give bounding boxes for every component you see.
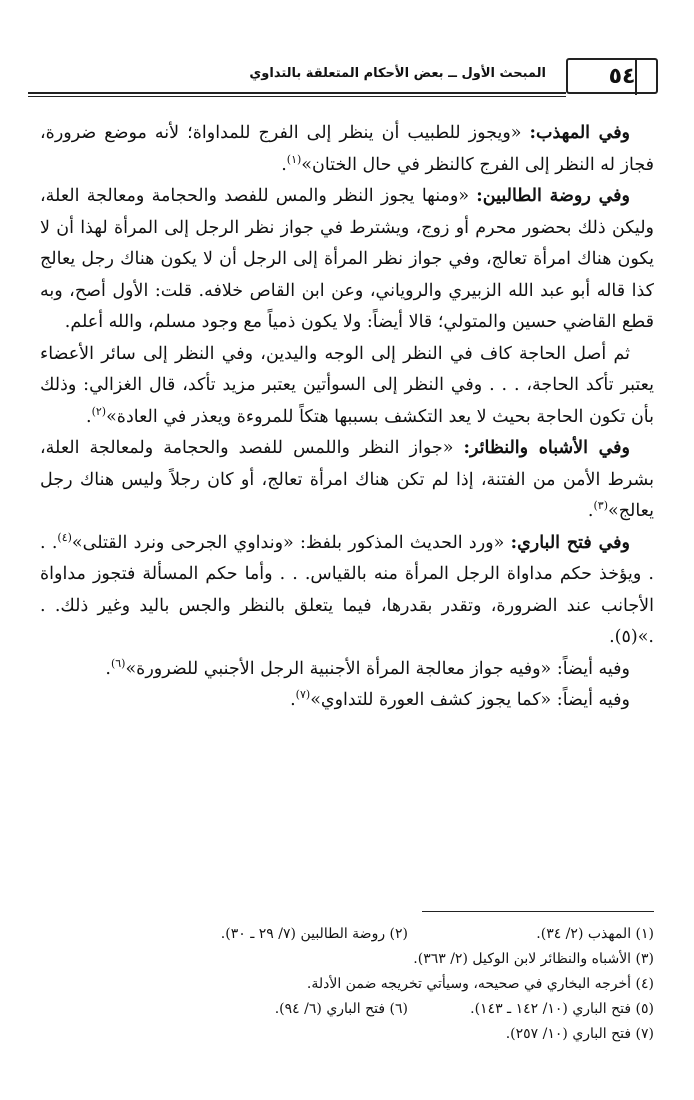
paragraph-lead: وفي الأشباه والنظائر: <box>463 438 630 458</box>
page-number: ٥٤ <box>608 63 636 89</box>
paragraph-text: «جواز النظر واللمس للفصد والحجامة ولمعالجة العلة، بشرط الأمن من الفتنة، إذا لم تكن هناك امرأة تعالج، أو كان رجلاً وليس هناك رجل يعالج» <box>40 438 654 521</box>
page-header <box>28 52 658 98</box>
footnote: (٣) الأشباه والنظائر لابن الوكيل (٢/ ٣٦٣). <box>413 951 654 967</box>
paragraph <box>40 118 654 181</box>
paragraph <box>40 181 654 339</box>
paragraph-lead: وفي روضة الطالبين: <box>476 186 630 206</box>
footnote-row <box>40 972 654 997</box>
paragraph-end: . <box>290 690 296 710</box>
paragraph-end: . <box>587 501 594 521</box>
footnote-ref: (٤) <box>57 530 72 544</box>
footnote-ref: (٣) <box>593 499 609 513</box>
paragraph-end: . <box>85 406 92 427</box>
footnote: (٦) فتح الباري (٦/ ٩٤). <box>274 1001 408 1017</box>
running-title: المبحث الأول ــ بعض الأحكام المتعلقة بالتداوي <box>249 66 546 81</box>
footnote-ref: (٢) <box>91 404 107 418</box>
paragraph <box>40 528 654 654</box>
paragraph <box>40 339 654 434</box>
footnote: (٥) فتح الباري (١٠/ ١٤٢ ـ ١٤٣). <box>470 1001 654 1017</box>
footnote-separator <box>422 911 654 912</box>
paragraph <box>40 433 654 528</box>
paragraph-text: ثم أصل الحاجة كاف في النظر إلى الوجه واليدين، وفي النظر إلى سائر الأعضاء يعتبر تأكد الحاجة، . . . وفي النظر إلى السوأتين يعتبر مزيد تأكد، قال الغزالي: وذلك بأن تكون الحاجة بحيث لا يعد التكشف بسببها هتكاً للمروءة ويعذر في العادة» <box>40 343 654 427</box>
footnote: (١) المهذب (٢/ ٣٤). <box>536 926 654 942</box>
footnote: (٢) روضة الطالبين (٧/ ٢٩ ـ ٣٠). <box>220 926 408 942</box>
footnote-row <box>40 1022 654 1047</box>
paragraph-end: . <box>105 658 111 679</box>
header-rule <box>28 92 566 94</box>
paragraph-text: «ومنها يجوز النظر والمس للفصد والحجامة ومعالجة العلة، وليكن ذلك بحضور محرم أو زوج، ويشترط في جواز نظر الرجل إلى المرأة لهذا أن لا يكون هناك امرأة تعالج، وفي جواز نظر المرأة إلى الرجل أن لا يكون هناك رجل يعالج كذا قاله أبو عبد الله الزبيري والروياني، وعن ابن القاص خلافه. قلت: الأول أصح، وبه قطع القاضي حسين والمتولي؛ قالا أيضاً: ولا يكون ذمياً مع وجود مسلم، والله أعلم. <box>40 186 654 332</box>
page-number-ornament <box>635 59 657 95</box>
footnote: (٤) أخرجه البخاري في صحيحه، وسيأتي تخريجه ضمن الأدلة. <box>306 976 654 992</box>
footnotes <box>40 922 654 1047</box>
page-number-box <box>566 58 658 94</box>
footnote-ref: (٧) <box>295 688 311 702</box>
footnote-row <box>40 997 654 1022</box>
footnote-ref: (٦) <box>110 656 126 670</box>
footnote-row <box>40 947 654 972</box>
paragraph-text: وفيه أيضاً: «كما يجوز كشف العورة للتداوي» <box>310 690 630 710</box>
paragraph <box>40 654 654 686</box>
footnote-row <box>40 922 654 947</box>
main-text <box>40 118 654 717</box>
paragraph-lead: وفي فتح الباري: <box>510 532 630 553</box>
paragraph-end: . <box>281 154 287 175</box>
header-rule-thin <box>28 96 566 97</box>
paragraph-lead: وفي المهذب: <box>529 123 631 143</box>
paragraph-end: . . . ويؤخذ حكم مداواة الرجل المرأة منه بالقياس. . . وأما حكم المسألة فتجوز مداواة الأجانب عند الضرورة، وتقدر بقدرها، فيما يتعلق بالنظر والجس باليد وغير ذلك. . .»(٥). <box>40 532 654 647</box>
paragraph-text: وفيه أيضاً: «وفيه جواز معالجة المرأة الأجنبية الرجل الأجنبي للضرورة» <box>125 658 630 679</box>
paragraph-text: «ويجوز للطبيب أن ينظر إلى الفرج للمداواة؛ لأنه موضع ضرورة، فجاز له النظر إلى الفرج كالنظر في حال الختان» <box>40 123 654 175</box>
footnote-ref: (١) <box>286 152 302 166</box>
footnote: (٧) فتح الباري (١٠/ ٢٥٧). <box>505 1026 654 1042</box>
paragraph <box>40 685 654 717</box>
paragraph-text: «ورد الحديث المذكور بلفظ: «ونداوي الجرحى ونرد القتلى» <box>71 532 511 553</box>
